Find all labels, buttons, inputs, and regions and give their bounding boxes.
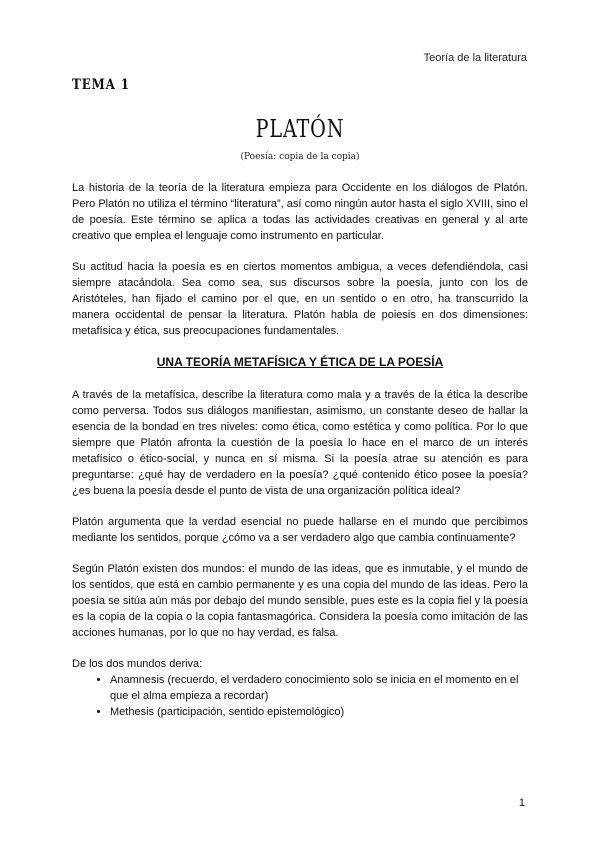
paragraph: A través de la metafísica, describe la literatura como mala y a través de la ética la describe como perversa. Todos sus diálogos manifiestan, asimismo, un constante deseo de hallar la esencia de la bondad en tres niveles: como ética, como estética y como política. Por lo que siempre que Platón afronta la cuestión de la poesía lo hace en el marco de un interés metafísico o ético-social, y nunca en sí misma. Si la poesía atrae su atención es para preguntarse: ¿qué hay de verdadero en la poesía? ¿qué contenido ético posee la poesía? ¿es buena la poesía desde el punto de vista de una organización política ideal? <box>72 389 528 497</box>
page-title: PLATÓN <box>255 115 345 143</box>
paragraph: La historia de la teoría de la literatura empieza para Occidente en los diálogos de Platón. Pero Platón no utiliza el término “literatura”, así como ningún autor hasta el siglo XVIII, sino el de poesía. Este término se aplica a todas las actividades creativas en general y al arte creativo que emplea el lenguaje como instrumento en particular. <box>72 182 528 242</box>
running-header: Teoría de la literatura <box>423 52 527 64</box>
paragraph: Platón argumenta que la verdad esencial no puede hallarse en el mundo que percibimos mediante los sentidos, porque ¿cómo va a ser verdadero algo que cambia continuamente? <box>72 516 528 544</box>
list-item: • Anamnesis (recuerdo, el verdadero conocimiento solo se inicia en el momento en el que el alma empieza a recordar) <box>110 672 528 704</box>
paragraph: Según Platón existen dos mundos: el mundo de las ideas, que es inmutable, y el mundo de los sentidos, que está en cambio permanente y es una copia del mundo de las ideas. Pero la poesía se sitúa aún más por debajo del mundo sensible, pues este es la copia fiel y la poesía es la copia de la copia o la copia fantasmagórica. Considera la poesía como imitación de las acciones humanas, por lo que no hay verdad, es falsa. <box>72 563 528 639</box>
section-heading: UNA TEORÍA METAFÍSICA Y ÉTICA DE LA POESÍA <box>156 355 444 369</box>
page-number: 1 <box>518 797 525 809</box>
page-subtitle: (Poesía: copia de la copia) <box>240 152 360 162</box>
tema-label: TEMA 1 <box>72 77 130 93</box>
bullet-list <box>72 672 528 720</box>
document-body <box>72 180 528 720</box>
list-item: • Methesis (participación, sentido epistemológico) <box>110 704 528 720</box>
paragraph: Su actitud hacia la poesía es en ciertos momentos ambigua, a veces defendiéndola, casi siempre atacándola. Sea como sea, sus discursos sobre la poesía, junto con los de Aristóteles, han fijado el camino por el que, en un sentido o en otro, ha transcurrido la manera occidental de pensar la literatura. Platón habla de poiesis en dos dimensiones: metafísica y ética, sus preocupaciones fundamentales. <box>72 261 528 337</box>
list-intro: De los dos mundos deriva: <box>72 658 203 670</box>
